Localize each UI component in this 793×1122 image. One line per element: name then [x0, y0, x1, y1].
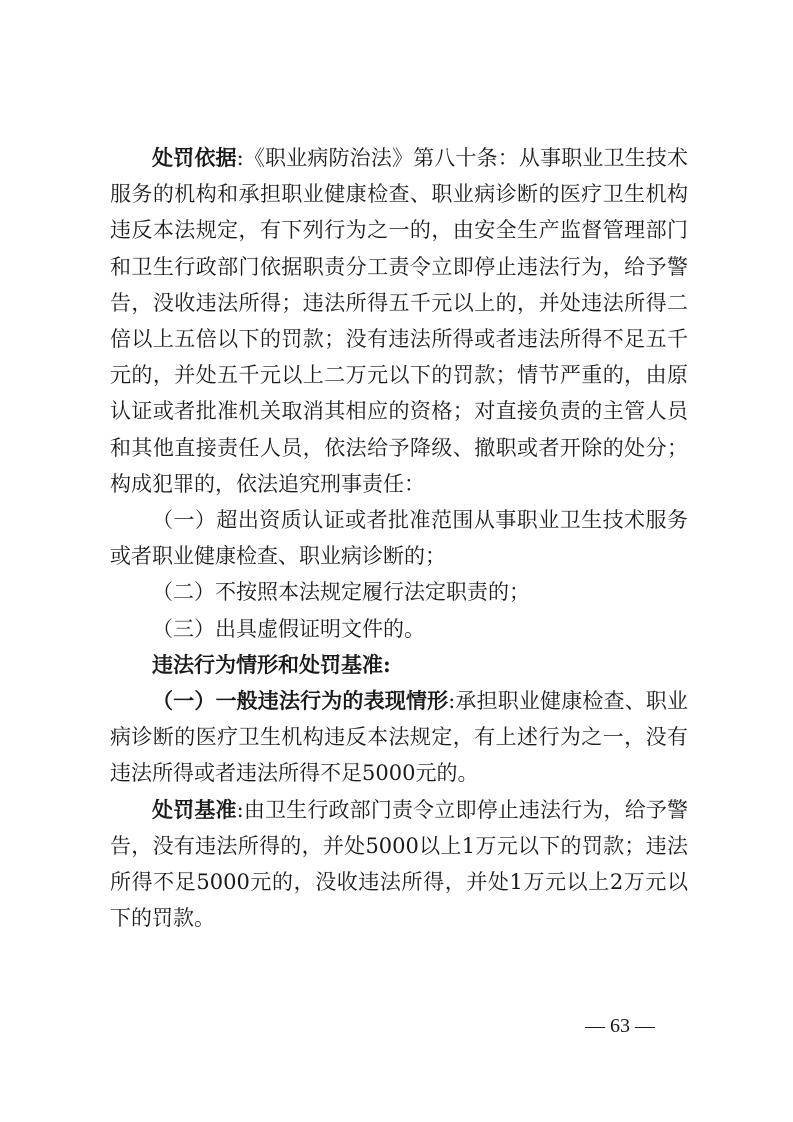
section-heading: 违法行为情形和处罚基准:: [152, 651, 391, 677]
basis-paragraph: [110, 140, 688, 502]
basis-text: :《职业病防治法》第八十条：从事职业卫生技术服务的机构和承担职业健康检查、职业病诊断的医疗卫生机构违反本法规定，有下列行为之一的，由安全生产监督管理部门和卫生行政部门依据职责分工责令立即停止违法行为，给予警告，没收违法所得；违法所得五千元以上的，并处违法所得二倍以上五倍以下的罚款；没有违法所得或者违法所得不足五千元的，并处五千元以上二万元以下的罚款；情节严重的，由原认证或者批准机关取消其相应的资格；对直接负责的主管人员和其他直接责任人员，依法给予降级、撤职或者开除的处分；构成犯罪的，依法追究刑事责任：: [110, 146, 689, 496]
basis-label: 处罚依据: [152, 145, 237, 170]
penalty-label: 处罚基准: [152, 796, 237, 822]
situation-paragraph: [110, 683, 688, 792]
list-item-1: （一）超出资质认证或者批准范围从事职业卫生技术服务或者职业健康检查、职业病诊断的；: [110, 508, 688, 569]
penalty-text: :由卫生行政部门责令立即停止违法行为，给予警告，没有违法所得的，并处5000以上1万元以下的罚款；违法所得不足5000元的，没收违法所得，并处1万元以上2万元以下的罚款。: [110, 797, 689, 931]
situation-label: （一）一般违法行为的表现情形: [152, 688, 449, 714]
situation-text: :承担职业健康检查、职业病诊断的医疗卫生机构违反本法规定，有上述行为之一，没有违法所得或者违法所得不足5000元的。: [110, 689, 689, 786]
document-body: [110, 140, 688, 936]
page-number: — 63 —: [585, 1015, 655, 1037]
list-item-3: （三）出具虚假证明文件的。: [152, 616, 425, 641]
list-item-2: （二）不按照本法规定履行法定职责的；: [152, 580, 530, 605]
penalty-paragraph: [110, 792, 688, 937]
